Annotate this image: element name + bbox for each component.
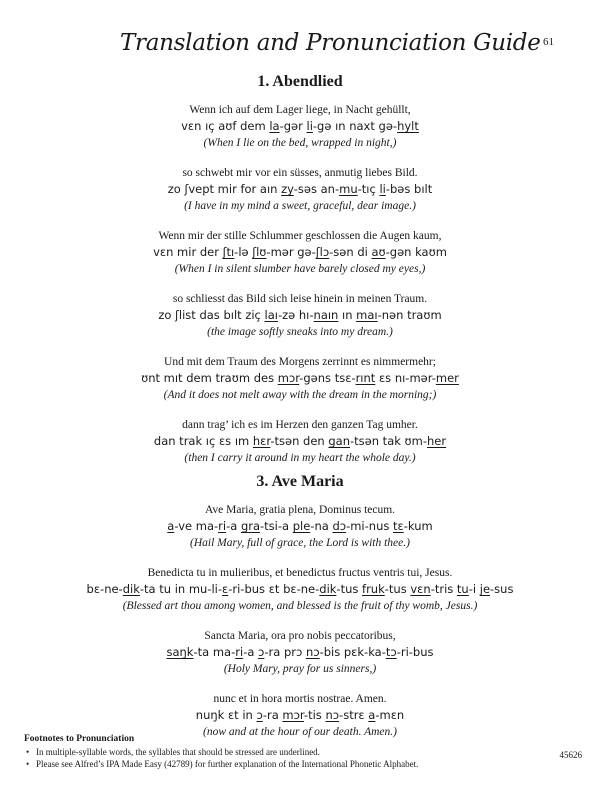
stressed-syllable: dik	[319, 582, 337, 596]
song-ave-maria	[0, 473, 600, 754]
stanza	[0, 228, 600, 277]
original-text: Wenn ich auf dem Lager liege, in Nacht gehüllt,	[189, 104, 411, 116]
stanza	[0, 565, 600, 614]
footnotes-list	[24, 746, 576, 770]
song-title: 3. Ave Maria	[256, 473, 344, 490]
stressed-syllable: nɔ	[305, 645, 320, 659]
stressed-syllable: ɔ	[258, 645, 265, 659]
original-text: Sancta Maria, ora pro nobis peccatoribus,	[204, 630, 396, 642]
stressed-syllable: hylt	[397, 119, 419, 133]
stressed-syllable: mu	[339, 182, 358, 196]
stressed-syllable: zy	[281, 182, 294, 196]
stressed-syllable: li	[379, 182, 386, 196]
stressed-syllable: mɔr	[282, 708, 304, 722]
stressed-syllable: fruk	[362, 582, 385, 596]
ipa-text: a-ve ma-ri-a gra-tsi-a ple-na dɔ-mi-nus tɛ-kum	[167, 519, 433, 533]
page-number: 61	[543, 36, 554, 48]
ipa-text: vɛn ıç aʊf dem la-gər li-gə ın naxt gə-hylt	[181, 119, 419, 133]
stressed-syllable: gan	[328, 434, 351, 448]
stressed-syllable: a	[368, 708, 376, 722]
translation-text: (Holy Mary, pray for us sinners,)	[223, 663, 377, 675]
stressed-syllable: her	[427, 434, 447, 448]
song-abendlied	[0, 73, 600, 480]
stressed-syllable: nɔ	[325, 708, 340, 722]
translation-text: (I have in my mind a sweet, graceful, dear image.)	[184, 200, 416, 212]
translation-text: (Hail Mary, full of grace, the Lord is with thee.)	[190, 537, 410, 549]
stressed-syllable: tɛ	[393, 519, 404, 533]
stressed-syllable: dɔ	[332, 519, 347, 533]
stanza	[0, 354, 600, 403]
original-text: nunc et in hora mortis nostrae. Amen.	[213, 693, 387, 705]
stressed-syllable: ɔ	[256, 708, 263, 722]
stressed-syllable: li	[306, 119, 313, 133]
original-text: Und mit dem Traum des Morgens zerrinnt es nimmermehr;	[164, 356, 436, 368]
footnote-item: • In multiple-syllable words, the syllables that should be stressed are underlined.	[24, 746, 576, 758]
original-text: Benedicta tu in mulieribus, et benedictus fructus ventris tui, Jesus.	[147, 567, 453, 579]
original-text: so schwebt mir vor ein süsses, anmutig liebes Bild.	[182, 167, 418, 179]
translation-text: (When I lie on the bed, wrapped in night,)	[203, 137, 397, 149]
footnotes	[24, 734, 576, 770]
stressed-syllable: a	[167, 519, 175, 533]
stressed-syllable: ri	[235, 645, 244, 659]
stressed-syllable: laı	[264, 308, 278, 322]
translation-text: (the image softly sneaks into my dream.)	[207, 326, 393, 338]
translation-text: (Blessed art thou among women, and blessed is the fruit of thy womb, Jesus.)	[122, 600, 478, 612]
ipa-text: dan trak ıç ɛs ım hɛr-tsən den gan-tsən tak ʊm-her	[153, 434, 447, 448]
translation-text: (now and at the hour of our death. Amen.)	[203, 726, 397, 738]
stanza	[0, 691, 600, 740]
ipa-text: nuŋk ɛt in ɔ-ra mɔr-tis nɔ-strɛ a-mɛn	[195, 708, 405, 722]
original-text: Ave Maria, gratia plena, Dominus tecum.	[204, 504, 396, 516]
ipa-text: zo ʃlist das bılt ziç laı-zə hı-naın ın maı-nən traʊm	[158, 308, 442, 322]
translation-text: (And it does not melt away with the dream in the morning;)	[163, 389, 437, 401]
stanza	[0, 165, 600, 214]
original-text: dann trag’ ich es im Herzen den ganzen Tag umher.	[182, 419, 418, 431]
ipa-text: zo ʃvept mir for aın zy-səs an-mu-tıç li-bəs bılt	[167, 182, 433, 196]
translation-text: (then I carry it around in my heart the whole day.)	[184, 452, 416, 464]
stanza	[0, 417, 600, 466]
footnotes-title: Footnotes to Pronunciation	[24, 734, 135, 744]
stressed-syllable: ʃtı	[222, 245, 235, 259]
stressed-syllable: ri	[218, 519, 227, 533]
stressed-syllable: aʊ	[371, 245, 386, 259]
ipa-text: saŋk-ta ma-ri-a ɔ-ra prɔ nɔ-bis pɛk-ka-tɔ-ri-bus	[166, 645, 434, 659]
original-text: so schliesst das Bild sich leise hinein in meinen Traum.	[172, 293, 428, 305]
stressed-syllable: ʃlɔ	[315, 245, 330, 259]
stanza	[0, 291, 600, 340]
stressed-syllable: naın	[313, 308, 339, 322]
stressed-syllable: mɔr	[277, 371, 300, 385]
page-title: Translation and Pronunciation Guide	[120, 30, 541, 56]
stressed-syllable: maı	[356, 308, 378, 322]
ipa-text: bɛ-ne-dik-ta tu in mu-li-ɛ-ri-bus ɛt bɛ-ne-dik-tus fruk-tus vɛn-tris tu-i je-sus	[86, 582, 514, 596]
stressed-syllable: vɛn	[410, 582, 431, 596]
stressed-syllable: la	[269, 119, 280, 133]
stanza	[0, 102, 600, 151]
stressed-syllable: saŋk	[166, 645, 194, 659]
stressed-syllable: tɔ	[385, 645, 397, 659]
ipa-text: vɛn mir der ʃtı-lə ʃlʊ-mər gə-ʃlɔ-sən di aʊ-gən kaʊm	[153, 245, 447, 259]
stressed-syllable: hɛr	[252, 434, 271, 448]
translation-text: (When I in silent slumber have barely closed my eyes,)	[174, 263, 426, 275]
stressed-syllable: mer	[435, 371, 459, 385]
stressed-syllable: ɛ	[222, 582, 229, 596]
original-text: Wenn mir der stille Schlummer geschlossen die Augen kaum,	[158, 230, 442, 242]
stanza	[0, 628, 600, 677]
stressed-syllable: dik	[122, 582, 140, 596]
stanza	[0, 502, 600, 551]
stressed-syllable: tu	[456, 582, 469, 596]
ipa-text: ʊnt mıt dem traʊm des mɔr-gəns tsɛ-rınt ɛs nı-mər-mer	[141, 371, 459, 385]
stressed-syllable: ʃlʊ	[252, 245, 267, 259]
footnote-item: • Please see Alfred’s IPA Made Easy (42789) for further explanation of the International Phonetic Alphabet.	[24, 758, 576, 770]
stressed-syllable: rınt	[355, 371, 376, 385]
catalog-number: 45626	[559, 750, 582, 760]
stressed-syllable: ple	[292, 519, 311, 533]
stressed-syllable: gra	[240, 519, 261, 533]
stressed-syllable: je	[479, 582, 491, 596]
song-title: 1. Abendlied	[257, 73, 343, 90]
